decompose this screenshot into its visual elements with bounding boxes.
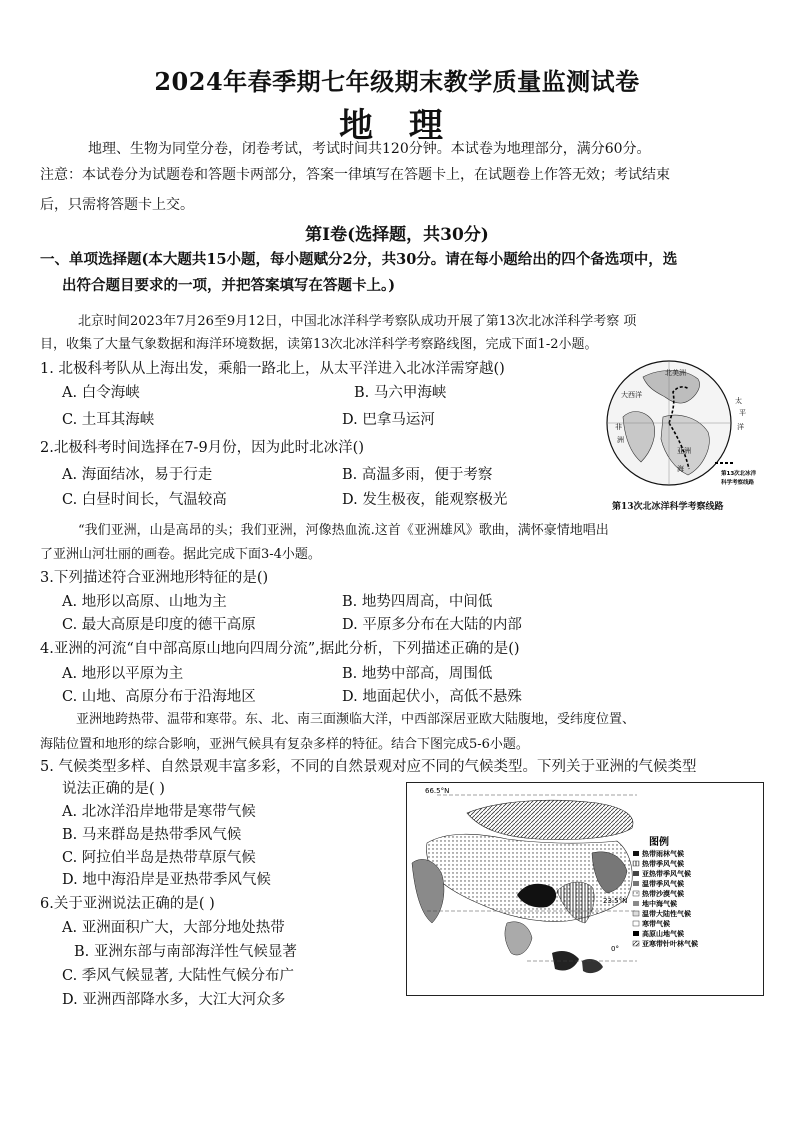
map1-label-north-america: 北美洲 — [665, 369, 686, 377]
map2-legend-item: 亚寒带针叶林气候 — [642, 940, 698, 948]
part1-instructions-line-2: 出符合题目要求的一项，并把答案填写在答题卡上。) — [62, 277, 396, 294]
part1-instructions-line-1: 一、单项选择题(本大题共15小题，每小题赋分2分，共30分。请在每小题给出的四个备选项中，选 — [40, 251, 678, 268]
question-3-option-d: D. 平原多分布在大陆的内部 — [342, 617, 522, 633]
map1-label-pacific-3: 洋 — [737, 423, 744, 431]
question-4-option-a: A. 地形以平原为主 — [62, 666, 184, 682]
question-1-option-c: C. 土耳其海峡 — [62, 412, 155, 428]
map2-legend-title: 图例 — [649, 837, 669, 848]
map2-legend-item: 亚热带季风气候 — [642, 870, 691, 878]
question-2-option-d: D. 发生极夜，能观察极光 — [342, 492, 508, 508]
question-6-option-c: C. 季风气候显著, 大陆性气候分布广 — [62, 968, 295, 984]
map1-label-pacific-1: 太 — [735, 397, 742, 405]
question-3-option-c: C. 最大高原是印度的德干高原 — [62, 617, 256, 633]
question-3-stem: 3.下列描述符合亚洲地形特征的是() — [40, 570, 269, 586]
exam-title: 2024年春季期七年级期末教学质量监测试卷 — [154, 67, 640, 96]
passage-3-line-1: 亚洲地跨热带、温带和寒带。东、北、南三面濒临大洋，中西部深居亚欧大陆腹地，受纬度位置、 — [76, 712, 636, 727]
map1-legend-line-1: 第13次北冰洋 — [721, 471, 757, 477]
intro-line-2: 注意：本试卷分为试题卷和答题卡两部分，答案一律填写在答题卡上，在试题卷上作答无效；考试结束 — [40, 167, 670, 183]
question-6-stem: 6.关于亚洲说法正确的是( ) — [40, 896, 215, 912]
passage-3-line-2: 海陆位置和地形的综合影响，亚洲气候具有复杂多样的特征。结合下图完成5-6小题。 — [40, 737, 529, 752]
map2-latitude-23: 23.5°N — [603, 897, 628, 905]
question-6-option-b: B. 亚洲东部与南部海洋性气候显著 — [74, 944, 297, 960]
map1-label-pacific-2: 平 — [739, 409, 746, 417]
map2-legend-item: 高原山地气候 — [642, 930, 684, 938]
question-6-option-d: D. 亚洲西部降水多，大江大河众多 — [62, 992, 286, 1008]
question-5-option-d: D. 地中海沿岸是亚热带季风气候 — [62, 872, 271, 888]
question-5-option-c: C. 阿拉伯半岛是热带草原气候 — [62, 850, 256, 866]
map1-label-africa-1: 非 — [615, 423, 622, 431]
question-2-stem: 2.北极科考时间选择在7-9月份，因为此时北冰洋() — [40, 440, 364, 456]
passage-1-line-1: 北京时间2023年7月26至9月12日，中国北冰洋科学考察队成功开展了第13次北冰洋科学考察 项 — [78, 314, 637, 329]
question-4-option-c: C. 山地、高原分布于沿海地区 — [62, 689, 256, 705]
map1-legend-line-2: 科学考察线路 — [721, 480, 755, 486]
question-2-option-b: B. 高温多雨，便于考察 — [342, 467, 493, 483]
question-1-stem: 1. 北极科考队从上海出发，乘船一路北上，从太平洋进入北冰洋需穿越() — [40, 361, 505, 377]
question-4-option-b: B. 地势中部高，周围低 — [342, 666, 493, 682]
intro-line-3: 后，只需将答题卡上交。 — [40, 197, 194, 213]
question-3-option-a: A. 地形以高原、山地为主 — [62, 594, 227, 610]
question-2-option-c: C. 白昼时间长，气温较高 — [62, 492, 227, 508]
map1-caption: 第13次北冰洋科学考察线路 — [612, 502, 724, 512]
question-4-stem: 4.亚洲的河流“自中部高原山地向四周分流”,据此分析，下列描述正确的是() — [40, 641, 520, 657]
part1-heading: 第Ⅰ卷(选择题，共30分) — [305, 225, 489, 245]
question-1-option-d: D. 巴拿马运河 — [342, 412, 435, 428]
question-5-option-b: B. 马来群岛是热带季风气候 — [62, 827, 242, 843]
question-4-option-d: D. 地面起伏小，高低不悬殊 — [342, 689, 522, 705]
passage-2-line-2: 了亚洲山河壮丽的画卷。据此完成下面3-4小题。 — [40, 547, 321, 562]
question-6-option-a: A. 亚洲面积广大，大部分地处热带 — [62, 920, 285, 936]
map2-legend-item: 温带季风气候 — [642, 880, 684, 888]
question-5-stem-line-1: 5. 气候类型多样、自然景观丰富多彩，不同的自然景观对应不同的气候类型。下列关于亚洲的气候类型 — [40, 759, 697, 775]
arctic-route-map — [603, 357, 765, 497]
map2-latitude-66: 66.5°N — [425, 787, 450, 795]
passage-2-line-1: “我们亚洲，山是高昂的头；我们亚洲，河像热血流.这首《亚洲雄风》歌曲，满怀豪情地唱出 — [78, 523, 609, 538]
map1-label-africa-2: 洲 — [617, 436, 624, 444]
question-2-option-a: A. 海面结冰，易于行走 — [62, 467, 213, 483]
passage-1-line-2: 目，收集了大量气象数据和海洋环境数据，读第13次北冰洋科学考察路线图，完成下面1-2小题。 — [40, 337, 598, 352]
question-5-stem-line-2: 说法正确的是( ) — [62, 781, 165, 797]
map1-label-atlantic: 大西洋 — [621, 391, 642, 399]
subject-title: 地 理 — [339, 106, 455, 146]
asia-climate-map — [406, 782, 764, 996]
map1-label-asia: 亚洲 — [677, 447, 691, 455]
map2-legend-item: 地中海气候 — [642, 900, 677, 908]
question-1-option-a: A. 白令海峡 — [62, 385, 140, 401]
map2-latitude-0: 0° — [611, 945, 619, 953]
map2-legend-item: 热带雨林气候 — [642, 850, 684, 858]
map2-legend-item: 温带大陆性气候 — [642, 910, 691, 918]
question-1-option-b: B. 马六甲海峡 — [354, 385, 447, 401]
question-3-option-b: B. 地势四周高，中间低 — [342, 594, 493, 610]
map2-legend-item: 热带季风气候 — [642, 860, 684, 868]
map2-legend-item: 寒带气候 — [642, 920, 670, 928]
intro-line-1: 地理、生物为同堂分卷，闭卷考试，考试时间共120分钟。本试卷为地理部分，满分60分。 — [88, 141, 651, 157]
map2-legend-item: 热带沙漠气候 — [642, 890, 684, 898]
map1-label-sea: 海 — [677, 465, 684, 473]
question-5-option-a: A. 北冰洋沿岸地带是寒带气候 — [62, 804, 256, 820]
